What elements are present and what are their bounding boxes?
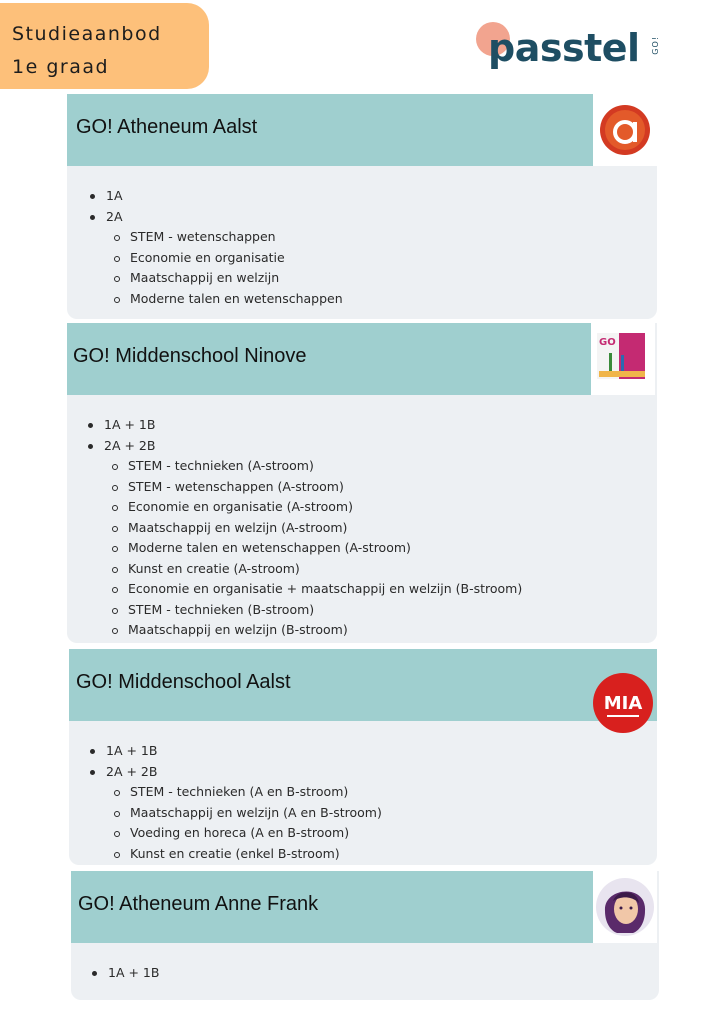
list-item: Kunst en creatie (A-stroom)	[111, 559, 522, 580]
list-item: Maatschappij en welzijn (A en B-stroom)	[113, 803, 382, 824]
passtel-logo	[476, 22, 676, 72]
list-item: Kunst en creatie (enkel B-stroom)	[113, 844, 382, 865]
list-item: Economie en organisatie (A-stroom)	[111, 497, 522, 518]
list-item: 1A + 1B	[87, 415, 522, 436]
list-item: 1A + 1B	[89, 741, 382, 762]
list-item: Economie en organisatie + maatschappij en welzijn (B-stroom)	[111, 579, 522, 600]
list-item: 2A + 2B	[89, 762, 382, 783]
list-item: STEM - technieken (A-stroom)	[111, 456, 522, 477]
list-item: Maatschappij en welzijn (B-stroom)	[111, 620, 522, 641]
list-item: 1A	[89, 186, 343, 207]
list-item: 1A + 1B	[91, 963, 159, 984]
list-item: STEM - technieken (A en B-stroom)	[113, 782, 382, 803]
logo-sub: GO!	[651, 36, 660, 55]
list-item: Economie en organisatie	[113, 248, 343, 269]
list-item: STEM - wetenschappen (A-stroom)	[111, 477, 522, 498]
header-subtitle: 1e graad	[12, 56, 110, 78]
logo-word: passtel	[488, 26, 640, 70]
list-item: Voeding en horeca (A en B-stroom)	[113, 823, 382, 844]
school-program-list	[89, 186, 343, 309]
school-card-atheneum-aalst	[67, 94, 657, 319]
list-item: STEM - wetenschappen	[113, 227, 343, 248]
school-program-list	[87, 415, 522, 641]
school-card-middenschool-ninove	[67, 323, 657, 643]
school-title: GO! Atheneum Aalst	[76, 116, 258, 138]
list-item: 2A	[89, 207, 343, 228]
list-item: Maatschappij en welzijn (A-stroom)	[111, 518, 522, 539]
school-program-list	[91, 963, 159, 984]
list-item: Moderne talen en wetenschappen	[113, 289, 343, 310]
list-item: STEM - technieken (B-stroom)	[111, 600, 522, 621]
school-title: GO! Middenschool Aalst	[76, 671, 291, 693]
school-card-middenschool-aalst	[69, 649, 657, 865]
middenschool-ninove-logo-icon	[591, 323, 655, 395]
list-item: 2A + 2B	[87, 436, 522, 457]
anne-frank-portrait-logo-icon	[593, 871, 657, 943]
school-program-list	[89, 741, 382, 864]
atheneum-aalst-logo-icon	[593, 94, 657, 166]
school-card-anne-frank	[71, 871, 659, 1000]
svg-text:GO: GO	[599, 337, 616, 348]
school-title: GO! Atheneum Anne Frank	[78, 893, 319, 915]
school-title: GO! Middenschool Ninove	[73, 345, 307, 367]
svg-text:MIA: MIA	[603, 693, 643, 714]
header-title: Studieaanbod	[12, 23, 162, 45]
list-item: Maatschappij en welzijn	[113, 268, 343, 289]
list-item: Moderne talen en wetenschappen (A-stroom)	[111, 538, 522, 559]
middenschool-aalst-logo-icon	[591, 671, 655, 735]
header-tab	[0, 3, 209, 89]
